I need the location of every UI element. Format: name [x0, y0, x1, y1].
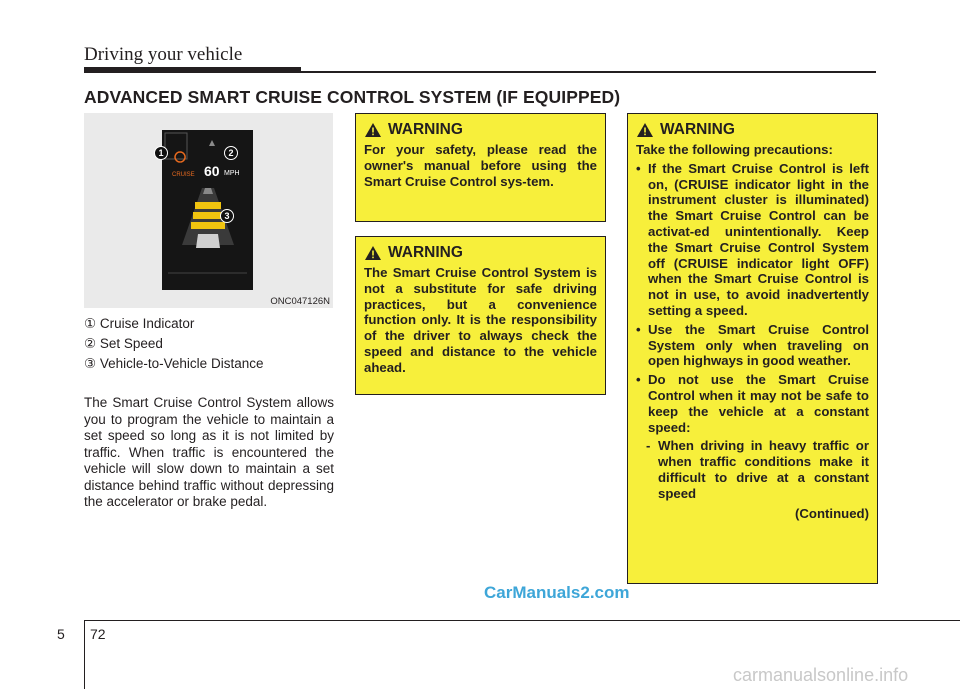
warning-triangle-icon — [636, 122, 654, 138]
header-rule-thin — [84, 71, 876, 73]
distance-bar — [193, 212, 223, 219]
legend-label: Cruise Indicator — [99, 316, 195, 331]
warning-text: For your safety, please read the owner's manual before using the Smart Cruise Control sys-tem. — [364, 142, 597, 189]
distance-bar — [191, 222, 225, 229]
warning-title: WARNING — [388, 244, 463, 262]
sub-list-item — [636, 438, 869, 501]
callout-2: 2 — [224, 146, 238, 160]
own-vehicle-icon — [196, 234, 220, 248]
warning-box-2 — [355, 236, 606, 395]
cruise-text: CRUISE — [172, 172, 195, 178]
cluster-display-graphic — [162, 130, 253, 290]
callout-3: 3 — [220, 209, 234, 223]
legend-number: ① — [84, 316, 97, 331]
continued-label: (Continued) — [795, 505, 869, 521]
callout-1: 1 — [154, 146, 168, 160]
legend-label: Set Speed — [99, 336, 163, 351]
legend-item — [84, 336, 163, 352]
cluster-figure — [84, 113, 333, 308]
warning-title: WARNING — [388, 121, 463, 139]
warning-intro: Take the following precautions: — [636, 142, 833, 157]
warning-triangle-icon — [364, 122, 382, 138]
speed-unit: MPH — [224, 170, 240, 177]
legend-number: ③ — [84, 356, 97, 371]
legend-number: ② — [84, 336, 97, 351]
page-section-number: 5 — [57, 626, 65, 642]
watermark-text: carmanualsonline.info — [733, 665, 909, 685]
sub-dash: - — [646, 438, 651, 454]
warning-box-3 — [627, 113, 878, 584]
distance-bar — [195, 202, 221, 209]
section-title: ADVANCED SMART CRUISE CONTROL SYSTEM (IF EQUIPPED) — [84, 87, 621, 107]
warning-triangle-icon — [364, 245, 382, 261]
footer-rule-vertical — [84, 620, 85, 689]
legend-item — [84, 316, 194, 332]
warning-list — [636, 161, 869, 436]
warning-box-1 — [355, 113, 606, 222]
watermark-link[interactable]: CarManuals2.com — [484, 583, 630, 602]
warning-title: WARNING — [660, 121, 735, 139]
legend-label: Vehicle-to-Vehicle Distance — [99, 356, 264, 371]
figure-code: ONC047126N — [270, 296, 330, 307]
chapter-header: Driving your vehicle — [84, 44, 243, 65]
legend-item — [84, 356, 263, 372]
cluster-display — [158, 130, 253, 290]
sub-item-text: When driving in heavy traffic or when traffic conditions make it difficult to drive at a constant speed — [658, 438, 869, 501]
list-item: • Do not use the Smart Cruise Control when it may not be safe to keep the vehicle at a constant speed: — [636, 372, 869, 435]
list-item: • Use the Smart Cruise Control System only when traveling on open highways in good weather. — [636, 322, 869, 369]
set-speed-value: 60 — [204, 163, 220, 179]
list-item: • If the Smart Cruise Control is left on, (CRUISE indicator light in the instrument cluster is illuminated) the Smart Cruise Control can be activat-ed unintentionally. Keep the Smart Cruise Control System off (CRUISE indicator light OFF) when the Smart Cruise Control is not in use, to avoid inadvertently setting a speed. — [636, 161, 869, 319]
warning-text: The Smart Cruise Control System is not a substitute for safe driving practices, but a convenience function only. It is the responsibility of the driver to always check the speed and distance to the vehicle ahead. — [364, 265, 597, 375]
body-paragraph: The Smart Cruise Control System allows you to program the vehicle to maintain a set speed so long as it is not limited by traffic. When traffic is encountered the vehicle will slow down to maintain a set distance behind traffic without depressing the accelerator or brake pedal. — [84, 395, 334, 509]
page-number: 72 — [90, 626, 106, 642]
footer-rule-horizontal — [84, 620, 960, 621]
